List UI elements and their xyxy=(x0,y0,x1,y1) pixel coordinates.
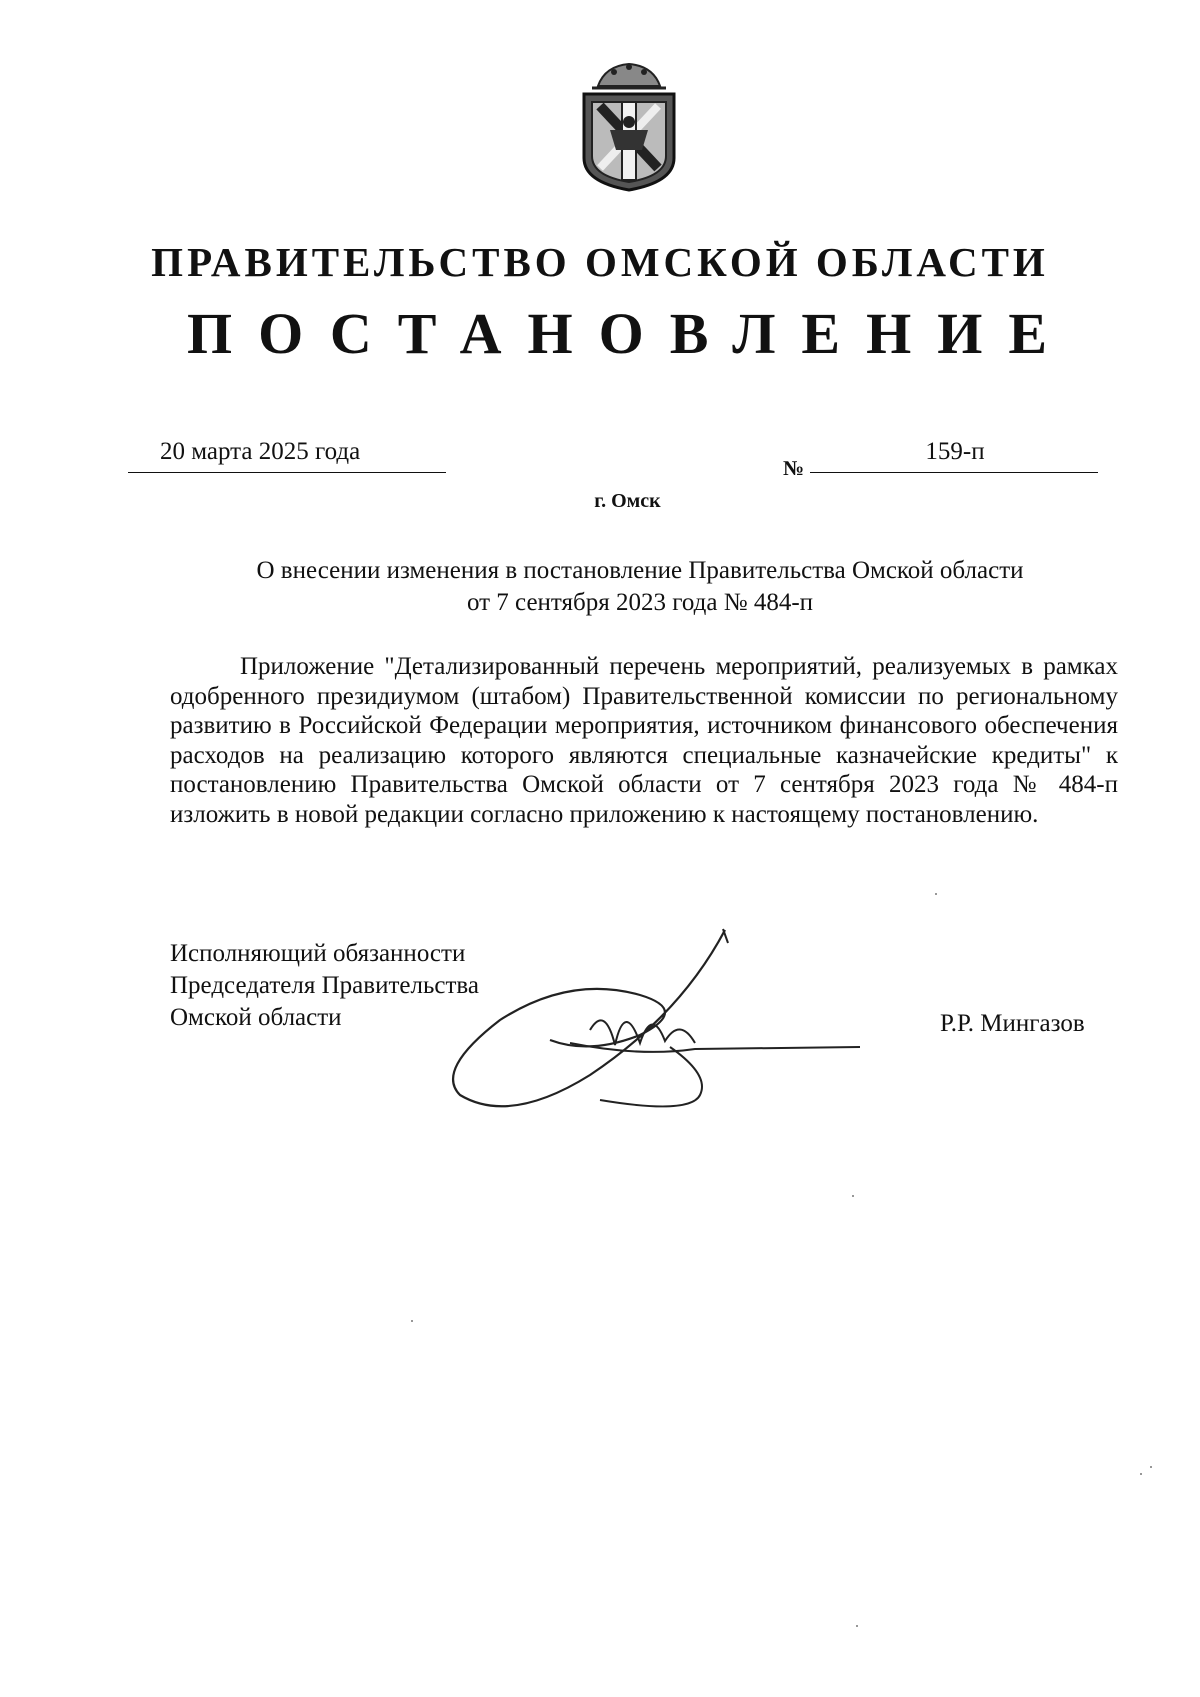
scan-speck xyxy=(411,1320,413,1322)
scan-speck xyxy=(856,1625,858,1627)
number-underline xyxy=(810,472,1098,473)
document-number: 159-п xyxy=(925,438,985,465)
date-underline xyxy=(128,472,446,473)
signer-name: Р.Р. Мингазов xyxy=(940,1010,1085,1037)
number-sign: № xyxy=(783,456,805,480)
document-subject xyxy=(170,555,1110,619)
city-label: г. Омск xyxy=(594,490,661,512)
scan-speck xyxy=(852,1195,854,1197)
document-body xyxy=(170,652,1118,829)
organization-title: ПРАВИТЕЛЬСТВО ОМСКОЙ ОБЛАСТИ xyxy=(151,239,1049,285)
signer-position-line-2: Председателя Правительства xyxy=(170,972,479,999)
handwritten-signature-icon xyxy=(440,925,920,1125)
scan-speck xyxy=(1150,1466,1152,1468)
scan-speck xyxy=(1140,1473,1142,1475)
signer-position xyxy=(170,938,479,1034)
body-paragraph: Приложение "Детализированный перечень мероприятий, реализуемых в рамках одобренного президиумом (штабом) Правительственной комиссии по региональному развитию в Российской Федерации мероприятия, источником финансового обеспечения расходов на реализацию которого являются специальные казначейские кредиты" к постановлению Правительства Омской области от 7 сентября 2023 года № 484-п изложить в новой редакции согласно приложению к настоящему постановлению. xyxy=(170,653,1118,828)
subject-line-1: О внесении изменения в постановление Правительства Омской области xyxy=(256,557,1024,584)
subject-line-2: от 7 сентября 2023 года № 484-п xyxy=(466,589,814,616)
scan-speck xyxy=(935,893,937,895)
document-date: 20 марта 2025 года xyxy=(160,438,361,465)
signer-position-line-3: Омской области xyxy=(170,1004,342,1031)
document-type-title: ПОСТАНОВЛЕНИЕ xyxy=(186,301,1074,366)
signer-position-line-1: Исполняющий обязанности xyxy=(170,940,466,967)
omsk-coat-of-arms-icon xyxy=(570,58,688,194)
